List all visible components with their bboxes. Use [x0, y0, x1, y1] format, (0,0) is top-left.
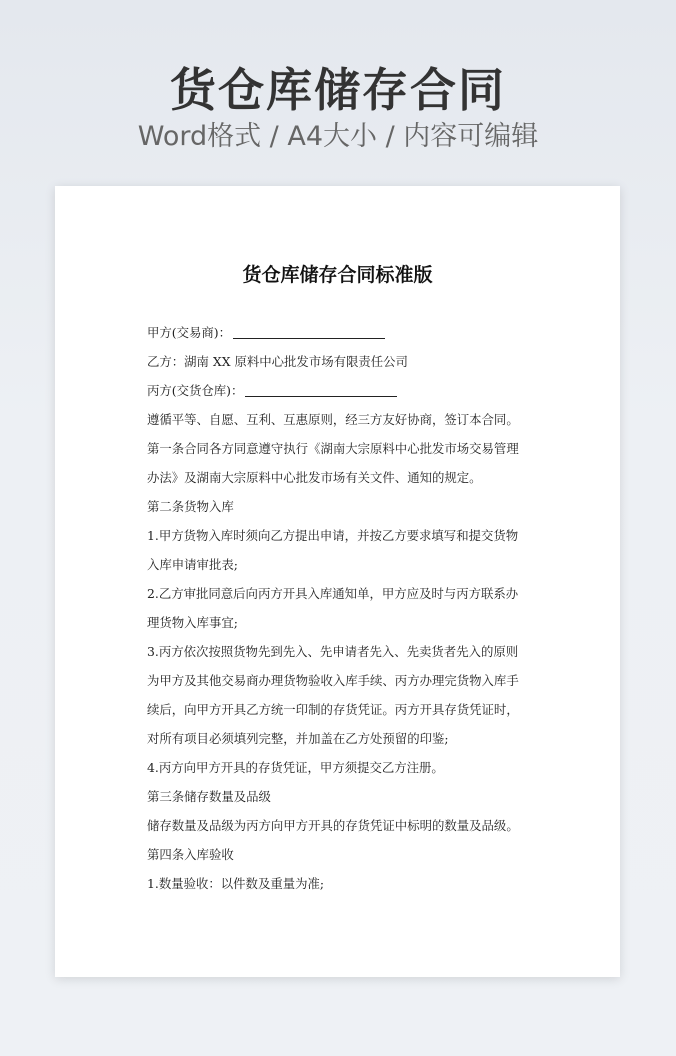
text-line: 对所有项目必须填列完整，并加盖在乙方处预留的印鉴; [147, 731, 449, 746]
document-title: 货仓库储存合同标准版 [242, 264, 433, 286]
text-line: 3.丙方依次按照货物先到先入、先申请者先入、先卖货者先入的原则 [147, 644, 519, 659]
text-line: 办法》及湖南大宗原料中心批发市场有关文件、通知的规定。 [147, 470, 482, 485]
text-line: 续后，向甲方开具乙方统一印制的存货凭证。丙方开具存货凭证时， [147, 702, 519, 717]
section-heading: 第三条储存数量及品级 [147, 789, 271, 804]
text-line: 4.丙方向甲方开具的存货凭证，甲方须提交乙方注册。 [147, 760, 444, 775]
banner-title: 货仓库储存合同 [170, 63, 506, 117]
party-c-label: 丙方(交货仓库)： [147, 383, 244, 398]
section-heading: 第二条货物入库 [147, 499, 234, 514]
header-banner [0, 0, 676, 186]
party-a-line [147, 318, 542, 347]
banner-subtitle: Word格式 / A4大小 / 内容可编辑 [137, 121, 539, 152]
section-heading: 第四条入库验收 [147, 847, 234, 862]
party-a-blank [233, 324, 385, 339]
party-a-label: 甲方(交易商)： [147, 325, 232, 340]
text-line: 理货物入库事宜; [147, 615, 238, 630]
text-line: 1.甲方货物入库时须向乙方提出申请，并按乙方要求填写和提交货物 [147, 528, 519, 543]
text-line: 入库申请审批表; [147, 557, 238, 572]
party-b-line: 乙方：湖南 XX 原料中心批发市场有限责任公司 [147, 354, 408, 369]
text-line: 2.乙方审批同意后向丙方开具入库通知单，甲方应及时与丙方联系办 [147, 586, 519, 601]
text-line: 为甲方及其他交易商办理货物验收入库手续、丙方办理完货物入库手 [147, 673, 519, 688]
text-line: 储存数量及品级为丙方向甲方开具的存货凭证中标明的数量及品级。 [147, 818, 519, 833]
text-line: 遵循平等、自愿、互利、互惠原则，经三方友好协商，签订本合同。 [147, 412, 519, 427]
party-c-line [147, 376, 542, 405]
text-line: 1.数量验收：以件数及重量为准; [147, 876, 325, 891]
party-c-blank [245, 382, 397, 397]
text-line: 第一条合同各方同意遵守执行《湖南大宗原料中心批发市场交易管理 [147, 441, 519, 456]
document-body [147, 318, 542, 898]
document-page [55, 186, 620, 977]
